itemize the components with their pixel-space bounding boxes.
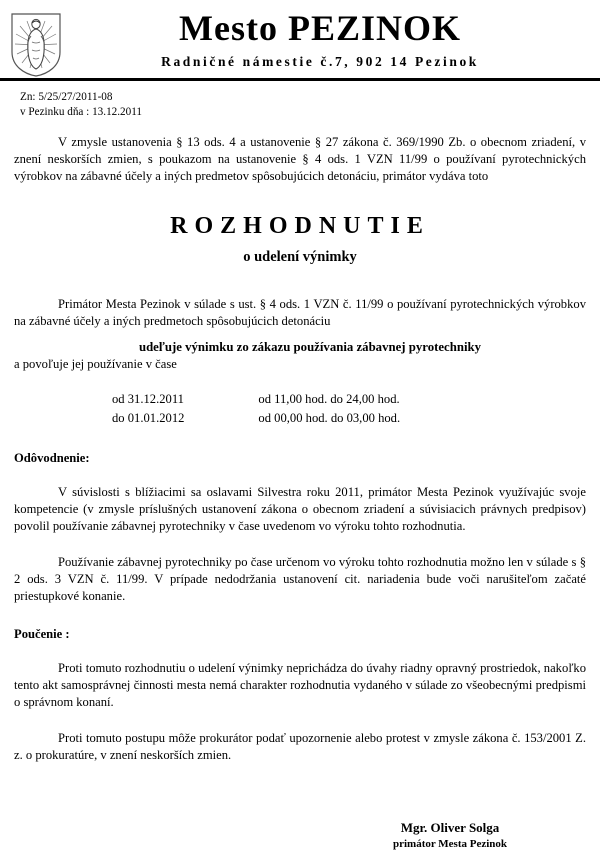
document-body: [0, 81, 600, 850]
intro-paragraph: V zmysle ustanovenia § 13 ods. 4 a ustanovenie § 27 zákona č. 369/1990 Zb. o obecnom zriadení, v znení neskorších zmien, s poukazom na ustanovenie § 4 ods. 1 VZN 11/99 o používaní pyrotechnických výrobkov na zábavné účely a iných predmetov spôsobujúcich detonáciu, primátor vydáva toto: [14, 134, 586, 183]
signatory-name: Mgr. Oliver Solga: [400, 820, 500, 836]
letterhead: [0, 0, 600, 81]
table-row: [112, 410, 400, 429]
permit-date: od 31.12.2011: [112, 391, 184, 406]
reasoning-heading: Odôvodnenie:: [14, 451, 90, 466]
document-title: ROZHODNUTIE: [170, 212, 430, 239]
city-title: Mesto PEZINOK: [179, 8, 461, 48]
signature-block: [14, 820, 586, 850]
pezinok-coat-of-arms-icon: [10, 12, 62, 78]
verdict-paragraph: Primátor Mesta Pezinok v súlade s ust. § 4 ods. 1 VZN č. 11/99 o používaní pyrotechnických výrobkov na zábavné účely a iných predmetoch spôsobujúcich detonáciu: [14, 296, 586, 328]
verdict-permit-line: a povoľuje jej používanie v čase: [14, 356, 177, 371]
permitted-times-table: [112, 391, 400, 430]
reasoning-paragraph-2: Používanie zábavnej pyrotechniky po čase určenom vo výroku tohto rozhodnutia možno len v súlade s § 2 ods. 3 VZN č. 11/99. V prípade nedodržania ustanovení cit. nariadenia bude voči narušiteľom začaté priestupkové konanie.: [14, 555, 586, 604]
reference-number: Zn: 5/25/27/2011-08: [20, 90, 113, 103]
instruction-paragraph-2: Proti tomuto postupu môže prokurátor podať upozornenie alebo protest v zmysle zákona č. 153/2001 Z. z. o prokuratúre, v znení neskorších zmien.: [14, 731, 586, 763]
header-divider: [0, 78, 600, 81]
city-address: Radničné námestie č.7, 902 14 Pezinok: [161, 53, 479, 69]
signatory-role: primátor Mesta Pezinok: [392, 838, 508, 850]
letterhead-titles: [0, 10, 600, 78]
verdict-emphasis: udeľuje výnimku zo zákazu používania zábavnej pyrotechniky: [138, 339, 482, 354]
document-meta: [20, 90, 586, 120]
permit-hours: od 11,00 hod. do 24,00 hod.: [258, 391, 400, 406]
reasoning-paragraph-1: V súvislosti s blížiacimi sa oslavami Silvestra roku 2011, primátor Mesta Pezinok využívajúc svoje kompetencie (v zmysle príslušných ustanovení zákona o obecnom zriadení a súvisiacich právnych predpisov) povolil používanie zábavnej pyrotechniky v čase uvedenom vo výroku tohto rozhodnutia.: [14, 485, 586, 534]
permit-hours: od 00,00 hod. do 03,00 hod.: [258, 410, 401, 425]
place-and-date: v Pezinku dňa : 13.12.2011: [20, 105, 143, 118]
document-subtitle: o udelení výnimky: [243, 248, 357, 265]
instruction-heading: Poučenie :: [14, 627, 70, 642]
instruction-paragraph-1: Proti tomuto rozhodnutiu o udelení výnimky neprichádza do úvahy riadny opravný prostriedok, nakoľko tento akt samosprávnej činnosti mesta nemá charakter rozhodnutia vydaného v súlade zo všeobecnými predpismi o správnom konaní.: [14, 661, 586, 710]
permit-date: do 01.01.2012: [112, 410, 185, 425]
table-row: [112, 391, 400, 410]
